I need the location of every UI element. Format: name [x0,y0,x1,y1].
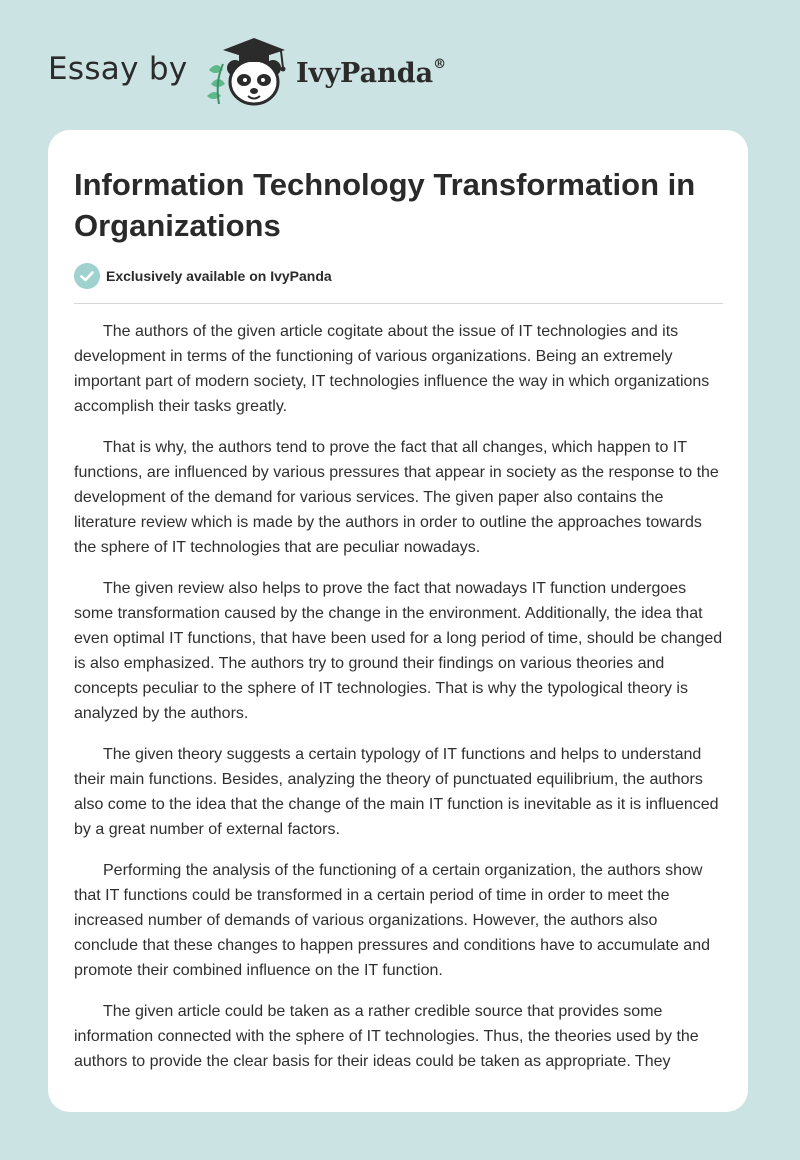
page-title: Information Technology Transformation in Organizations [74,167,696,243]
essay-card [48,130,748,1112]
essay-by-label: Essay by [48,51,188,87]
paragraph: The given article could be taken as a rather credible source that provides some information connected with the sphere of IT technologies. Thus, the theories used by the authors to provide the clear basis for their ideas could be taken as appropriate. They [74,1003,699,1070]
registered-mark: ® [433,57,447,72]
article-body [74,319,724,1090]
brand-text: IvyPanda [296,58,434,89]
paragraph: The given theory suggests a certain typology of IT functions and helps to understand their main functions. Besides, analyzing the theory of punctuated equilibrium, the authors also come to the idea that the change of the main IT function is inevitable as it is influenced by a great number of external factors. [74,746,719,838]
paragraph: The authors of the given article cogitate about the issue of IT technologies and its development in terms of the functioning of various organizations. Being an extremely important part of modern society, IT technologies influence the way in which organizations accomplish their tasks greatly. [74,323,710,415]
paragraph: That is why, the authors tend to prove the fact that all changes, which happen to IT functions, are influenced by various pressures that appear in society as the response to the development of the demand for various services. The given paper also contains the literature review which is made by the authors in order to outline the approaches towards the sphere of IT technologies that are peculiar nowadays. [74,439,719,556]
paragraph: The given review also helps to prove the fact that nowadays IT function undergoes some transformation caused by the change in the environment. Additionally, the idea that even optimal IT functions, that have been used for a long period of time, should be changed is also emphasized. The authors try to ground their findings on various theories and concepts peculiar to the sphere of IT technologies. That is why the typological theory is analyzed by the authors. [74,580,723,722]
badge-label: Exclusively available on IvyPanda [106,268,332,284]
panda-logo-icon[interactable] [203,34,293,110]
brand-name[interactable] [296,58,446,89]
paragraph: Performing the analysis of the functioning of a certain organization, the authors show that IT functions could be transformed in a certain period of time in order to meet the increased number of demands of various organizations. However, the authors also conclude that these changes to happen pressures and conditions have to accumulate and promote their combined influence on the IT function. [74,862,710,979]
divider [74,303,723,304]
check-circle-icon [74,263,100,289]
site-header [48,34,748,114]
